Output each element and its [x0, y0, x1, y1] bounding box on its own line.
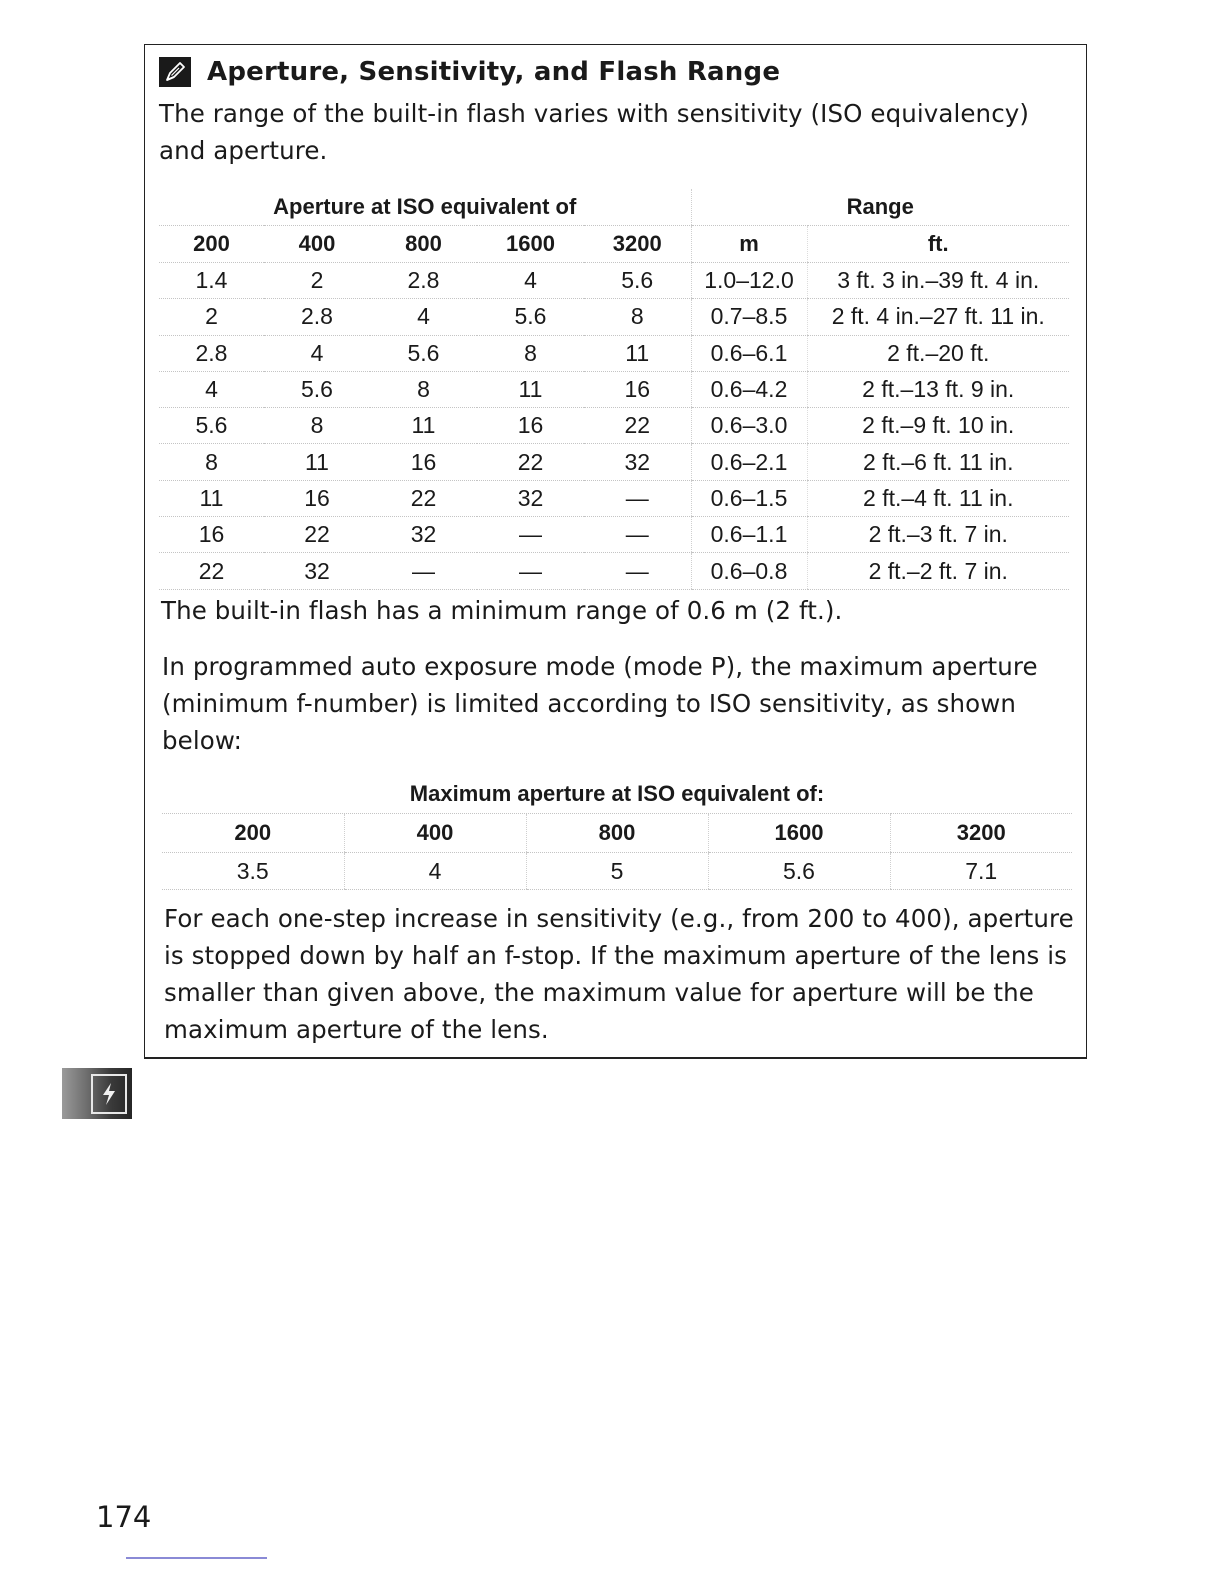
table-cell: 7.1	[890, 853, 1072, 890]
table-cell: 16	[477, 408, 584, 444]
table-cell: 2 ft.–13 ft. 9 in.	[807, 371, 1069, 407]
table-cell: 4	[477, 263, 584, 299]
table-column-header-row	[162, 814, 1072, 853]
table-cell: 1.4	[159, 263, 264, 299]
table-cell: 5.6	[584, 263, 691, 299]
flash-icon	[91, 1074, 127, 1114]
table-cell: 8	[477, 335, 584, 371]
table-cell: 5	[526, 853, 708, 890]
table-cell: 2.8	[264, 299, 370, 335]
table-cell: 2 ft.–6 ft. 11 in.	[807, 444, 1069, 480]
note-box	[144, 44, 1087, 1059]
page-number: 174	[96, 1500, 152, 1534]
table-cell: 22	[264, 517, 370, 553]
column-header: 200	[162, 814, 344, 853]
table-cell: 5.6	[264, 371, 370, 407]
column-header: 800	[526, 814, 708, 853]
table-cell: 11	[477, 371, 584, 407]
max-aperture-header: Maximum aperture at ISO equivalent of:	[162, 775, 1072, 814]
table-cell: 0.6–0.8	[691, 553, 807, 589]
table-cell: 4	[264, 335, 370, 371]
table-row	[159, 444, 1069, 480]
table-cell: —	[584, 517, 691, 553]
programmed-mode-paragraph: In programmed auto exposure mode (mode P), the maximum aperture (minimum f-number) is limited according to ISO sensitivity, as shown below:	[162, 652, 1038, 755]
table-row	[159, 553, 1069, 589]
table-cell: 0.6–3.0	[691, 408, 807, 444]
table-cell: 22	[477, 444, 584, 480]
table-cell: 4	[159, 371, 264, 407]
column-header: m	[691, 226, 807, 263]
intro-paragraph: The range of the built-in flash varies with sensitivity (ISO equivalency) and aperture.	[159, 99, 1030, 165]
table-cell: 2	[159, 299, 264, 335]
min-range-paragraph: The built-in flash has a minimum range of 0.6 m (2 ft.).	[161, 596, 843, 625]
pencil-icon	[159, 57, 191, 87]
table-cell: 32	[370, 517, 477, 553]
table-row	[159, 408, 1069, 444]
table-row	[159, 480, 1069, 516]
table-cell: 5.6	[477, 299, 584, 335]
table-cell: 2 ft.–3 ft. 7 in.	[807, 517, 1069, 553]
table-cell: 2.8	[370, 263, 477, 299]
table-row	[162, 853, 1072, 890]
table-row	[159, 263, 1069, 299]
table-cell: 16	[159, 517, 264, 553]
table-cell: 32	[584, 444, 691, 480]
column-header: 400	[344, 814, 526, 853]
table-cell: 2 ft.–20 ft.	[807, 335, 1069, 371]
table-group-header-row	[162, 775, 1072, 814]
table-cell: 2 ft. 4 in.–27 ft. 11 in.	[807, 299, 1069, 335]
table-cell: 8	[264, 408, 370, 444]
table-cell: 2 ft.–4 ft. 11 in.	[807, 480, 1069, 516]
table-cell: —	[477, 517, 584, 553]
table-cell: 16	[370, 444, 477, 480]
table-cell: 1.0–12.0	[691, 263, 807, 299]
table-cell: 22	[159, 553, 264, 589]
table-cell: 0.6–1.1	[691, 517, 807, 553]
step-paragraph: For each one-step increase in sensitivity (e.g., from 200 to 400), aperture is stopped down by half an f-stop. If the maximum aperture of the lens is smaller than given above, the maximum value for aperture will be the maximum aperture of the lens.	[164, 904, 1074, 1044]
table-row	[159, 335, 1069, 371]
table-cell: 0.6–6.1	[691, 335, 807, 371]
table-cell: 11	[370, 408, 477, 444]
table-cell: 11	[159, 480, 264, 516]
table-cell: 5.6	[708, 853, 890, 890]
table-column-header-row	[159, 226, 1069, 263]
table-cell: 0.6–2.1	[691, 444, 807, 480]
column-header: 3200	[584, 226, 691, 263]
table-cell: 2 ft.–9 ft. 10 in.	[807, 408, 1069, 444]
range-group-header: Range	[691, 189, 1069, 226]
table-group-header-row	[159, 189, 1069, 226]
table-cell: 2.8	[159, 335, 264, 371]
aperture-group-header: Aperture at ISO equivalent of	[159, 189, 691, 226]
table-cell: 8	[584, 299, 691, 335]
section-tab	[62, 1068, 132, 1119]
table-cell: 4	[370, 299, 477, 335]
table-cell: 5.6	[159, 408, 264, 444]
table-cell: 3 ft. 3 in.–39 ft. 4 in.	[807, 263, 1069, 299]
table-cell: 16	[264, 480, 370, 516]
note-header	[159, 57, 780, 87]
column-header: ft.	[807, 226, 1069, 263]
table-cell: —	[584, 480, 691, 516]
table-cell: 3.5	[162, 853, 344, 890]
table-row	[159, 371, 1069, 407]
table-cell: 8	[370, 371, 477, 407]
column-header: 1600	[477, 226, 584, 263]
table-row	[159, 299, 1069, 335]
table-cell: 0.6–1.5	[691, 480, 807, 516]
table-cell: 32	[477, 480, 584, 516]
table-row	[159, 517, 1069, 553]
max-aperture-table	[162, 775, 1072, 890]
table-cell: —	[584, 553, 691, 589]
table-cell: 11	[584, 335, 691, 371]
column-header: 1600	[708, 814, 890, 853]
table-cell: 4	[344, 853, 526, 890]
footer-rule	[126, 1557, 267, 1559]
table-cell: 22	[370, 480, 477, 516]
table-cell: 16	[584, 371, 691, 407]
column-header: 400	[264, 226, 370, 263]
table-cell: 22	[584, 408, 691, 444]
table-cell: 2	[264, 263, 370, 299]
table-cell: 8	[159, 444, 264, 480]
column-header: 3200	[890, 814, 1072, 853]
table-cell: 2 ft.–2 ft. 7 in.	[807, 553, 1069, 589]
table-cell: 0.6–4.2	[691, 371, 807, 407]
table-cell: —	[477, 553, 584, 589]
table-cell: 0.7–8.5	[691, 299, 807, 335]
flash-range-table	[159, 189, 1069, 590]
column-header: 200	[159, 226, 264, 263]
table-cell: 11	[264, 444, 370, 480]
note-title: Aperture, Sensitivity, and Flash Range	[207, 57, 781, 87]
table-cell: 5.6	[370, 335, 477, 371]
column-header: 800	[370, 226, 477, 263]
table-cell: —	[370, 553, 477, 589]
table-cell: 32	[264, 553, 370, 589]
